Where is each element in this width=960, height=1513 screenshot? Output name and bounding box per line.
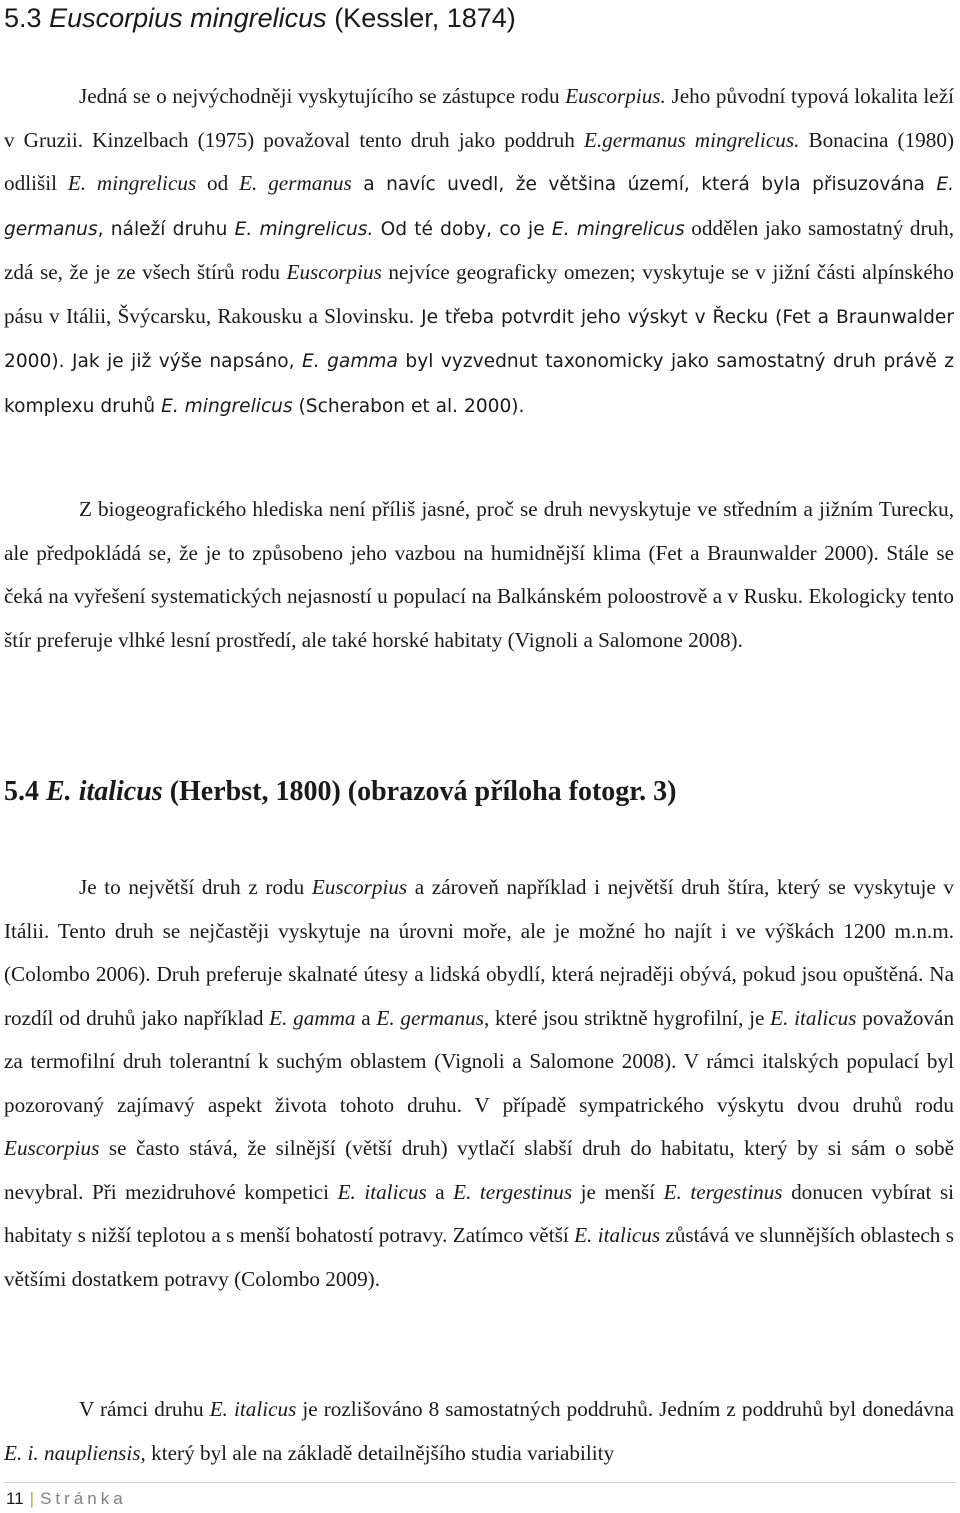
heading-author: (Kessler, 1874) — [334, 3, 516, 33]
paragraph-mingrelicus-intro: Jedná se o nejvýchodněji vyskytujícího se zástupce rodu Euscorpius. Jeho původní typová lokalita leží v Gruzii. Kinzelbach (1975) považoval tento druh jako poddruh E.germanus mingrelicus. Bonacina (1980) odlišil E. mingrelicus od E. germanus a navíc uvedl, že většina území, která byla přisuzována E. germanus, náleží druhu E. mingrelicus. Od té doby, co je E. mingrelicus oddělen jako samostatný druh, zdá se, že je ze všech štírů rodu Euscorpius nejvíce geograficky omezen; vyskytuje se v jižní části alpínského pásu v Itálii, Švýcarsku, Rakousku a Slovinsku. Je třeba potvrdit jeho výskyt v Řecku (Fet a Braunwalder 2000). Jak je již výše napsáno, E. gamma byl vyzvednut taxonomicky jako samostatný druh právě z komplexu druhů E. mingrelicus (Scherabon et al. 2000). — [4, 84, 955, 417]
page-number: 11 — [6, 1489, 24, 1508]
paragraph-biogeography: Z biogeografického hlediska není příliš jasné, proč se druh nevyskytuje ve středním a jižním Turecku, ale předpokládá se, že je to způsobeno jeho vazbou na humidnější klima (Fet a Braunwalder 2000). Stále se čeká na vyřešení systematických nejasností u populací na Balkánském poloostrově a v Rusku. Ekologicky tento štír preferuje vlhké lesní prostředí, ale také horské habitaty (Vignoli a Salomone 2008). — [4, 497, 954, 652]
heading-species: Euscorpius mingrelicus — [49, 3, 327, 33]
paragraph-italicus-subspecies: V rámci druhu E. italicus je rozlišováno 8 samostatných poddruhů. Jedním z poddruhů byl donedávna E. i. naupliensis, který byl ale na základě detailnějšího studia variability — [4, 1397, 954, 1465]
page-footer — [6, 1486, 127, 1512]
paragraph-italicus-description: Je to největší druh z rodu Euscorpius a zároveň například i největší druh štíra, který se vyskytuje v Itálii. Tento druh se nejčastěji vyskytuje na úrovni moře, ale je možné ho najít i ve výškách 1200 m.n.m. (Colombo 2006). Druh preferuje skalnaté útesy a lidská obydlí, která nejraději obývá, pokud jsou opuštěná. Na rozdíl od druhů jako například E. gamma a E. germanus, které jsou striktně hygrofilní, je E. italicus považován za termofilní druh tolerantní k suchým oblastem (Vignoli a Salomone 2008). V rámci italských populací byl pozorovaný zajímavý aspekt života tohoto druhu. V případě sympatrického výskytu dvou druhů rodu Euscorpius se často stává, že silnější (větší druh) vytlačí slabší druh do habitatu, který by si sám o sobě nevybral. Při mezidruhové kompetici E. italicus a E. tergestinus je menší E. tergestinus donucen vybírat si habitaty s nižší teplotou a s menší bohatostí potravy. Zatímco větší E. italicus zůstává ve slunnějších oblastech s většími dostatkem potravy (Colombo 2009). — [4, 875, 955, 1291]
footer-separator: | — [29, 1489, 35, 1508]
heading-number: 5.3 — [4, 3, 42, 33]
page-word: Stránka — [40, 1489, 127, 1508]
section-heading-5-3 — [4, 0, 954, 36]
footer-divider — [4, 1482, 956, 1483]
section-heading-5-4: 5.4 E. italicus (Herbst, 1800) (obrazová příloha fotogr. 3) — [4, 776, 677, 807]
